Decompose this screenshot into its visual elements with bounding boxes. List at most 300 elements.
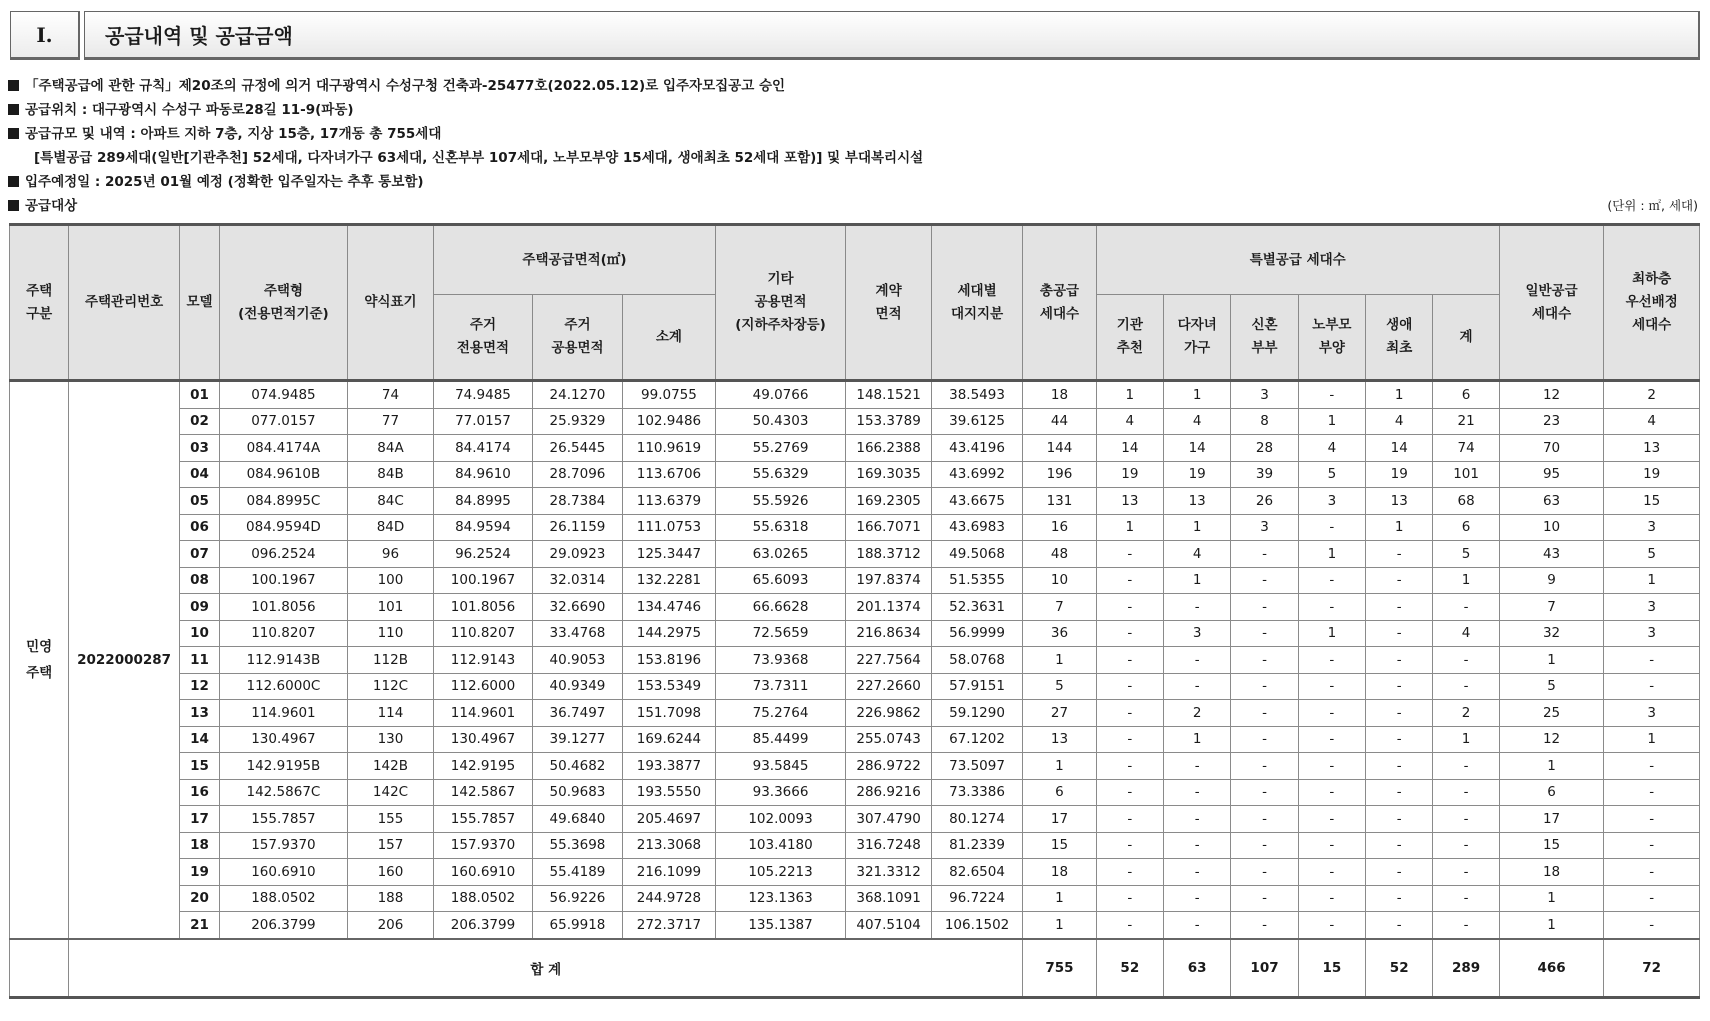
model-cell: 08	[179, 567, 219, 594]
subtotal-area-cell: 134.4746	[623, 594, 715, 621]
elderly-units-cell: -	[1298, 832, 1365, 859]
subtotal-area-cell: 169.6244	[623, 726, 715, 753]
house-type-cell: 074.9485	[220, 381, 348, 409]
contract-area-cell: 166.7071	[846, 514, 931, 541]
first-units-cell: -	[1366, 912, 1433, 939]
common-area-cell: 50.4682	[532, 753, 622, 780]
general-units-cell: 6	[1499, 779, 1604, 806]
note-text: [특별공급 289세대(일반[기관추천] 52세대, 다자녀가구 63세대, 신혼부부 107세대, 노부모부양 15세대, 생애최초 52세대 포함)] 및 부대복리시설	[34, 150, 924, 166]
common-area-cell: 28.7384	[532, 488, 622, 515]
total-label-cell: 합 계	[69, 939, 1023, 998]
common-area-cell: 32.6690	[532, 594, 622, 621]
exclusive-area-cell: 142.9195	[434, 753, 533, 780]
lowest-floor-units-cell: -	[1604, 832, 1700, 859]
subtotal-area-cell: 132.2281	[623, 567, 715, 594]
house-type-cell: 142.9195B	[220, 753, 348, 780]
col-abbrev: 약식표기	[347, 225, 433, 381]
lowest-floor-units-cell: 3	[1604, 514, 1700, 541]
total-units-cell: 13	[1023, 726, 1096, 753]
col-special: 특별공급 세대수	[1096, 225, 1499, 295]
table-row	[10, 700, 1700, 727]
total-units-cell: 196	[1023, 461, 1096, 488]
newlywed-units-cell: -	[1231, 541, 1298, 568]
contract-area-cell: 316.7248	[846, 832, 931, 859]
table-row	[10, 779, 1700, 806]
col-common: 주거 공용면적	[532, 295, 622, 381]
col-elderly: 노부모 부양	[1298, 295, 1365, 381]
inst-units-cell: 4	[1096, 408, 1163, 435]
contract-area-cell: 197.8374	[846, 567, 931, 594]
special-total-units-cell: 101	[1433, 461, 1499, 488]
table-row	[10, 541, 1700, 568]
supply-table	[9, 223, 1700, 999]
inst-units-cell: -	[1096, 700, 1163, 727]
lowest-floor-units-cell: 19	[1604, 461, 1700, 488]
inst-units-cell: -	[1096, 885, 1163, 912]
table-row	[10, 859, 1700, 886]
first-units-cell: -	[1366, 753, 1433, 780]
note-text: 「주택공급에 관한 규칙」제20조의 규정에 의거 대구광역시 수성구청 건축과-25477호(2022.05.12)로 입주자모집공고 승인	[25, 78, 786, 94]
multi-units-cell: -	[1164, 673, 1231, 700]
general-units-cell: 23	[1499, 408, 1604, 435]
col-newlywed: 신혼 부부	[1231, 295, 1298, 381]
newlywed-units-cell: -	[1231, 673, 1298, 700]
other-common-area-cell: 85.4499	[715, 726, 846, 753]
first-units-cell: 1	[1366, 381, 1433, 409]
inst-units-cell: -	[1096, 647, 1163, 674]
table-body	[10, 381, 1700, 998]
newlywed-units-cell: -	[1231, 912, 1298, 939]
elderly-units-cell: 5	[1298, 461, 1365, 488]
house-type-cell: 077.0157	[220, 408, 348, 435]
inst-units-cell: -	[1096, 541, 1163, 568]
table-header	[10, 225, 1700, 381]
col-subtotal: 소계	[623, 295, 715, 381]
table-row	[10, 435, 1700, 462]
multi-units-cell: 1	[1164, 726, 1231, 753]
first-units-cell: 19	[1366, 461, 1433, 488]
subtotal-area-cell: 213.3068	[623, 832, 715, 859]
table-row	[10, 726, 1700, 753]
multi-units-cell: 4	[1164, 408, 1231, 435]
contract-area-cell: 227.2660	[846, 673, 931, 700]
land-share-cell: 52.3631	[931, 594, 1022, 621]
inst-units-cell: -	[1096, 726, 1163, 753]
exclusive-area-cell: 96.2524	[434, 541, 533, 568]
total-value-cell: 52	[1366, 939, 1433, 998]
notes-list	[8, 74, 1700, 218]
common-area-cell: 39.1277	[532, 726, 622, 753]
other-common-area-cell: 49.0766	[715, 381, 846, 409]
general-units-cell: 12	[1499, 381, 1604, 409]
col-mgmt-no: 주택관리번호	[69, 225, 180, 381]
subtotal-area-cell: 125.3447	[623, 541, 715, 568]
subtotal-area-cell: 113.6379	[623, 488, 715, 515]
abbrev-cell: 74	[347, 381, 433, 409]
col-inst: 기관 추천	[1096, 295, 1163, 381]
abbrev-cell: 101	[347, 594, 433, 621]
abbrev-cell: 206	[347, 912, 433, 939]
abbrev-cell: 84B	[347, 461, 433, 488]
land-share-cell: 81.2339	[931, 832, 1022, 859]
first-units-cell: 13	[1366, 488, 1433, 515]
newlywed-units-cell: -	[1231, 567, 1298, 594]
note-line	[8, 170, 1700, 194]
general-units-cell: 12	[1499, 726, 1604, 753]
table-row	[10, 673, 1700, 700]
multi-units-cell: -	[1164, 779, 1231, 806]
common-area-cell: 55.4189	[532, 859, 622, 886]
multi-units-cell: -	[1164, 806, 1231, 833]
abbrev-cell: 130	[347, 726, 433, 753]
inst-units-cell: 14	[1096, 435, 1163, 462]
multi-units-cell: -	[1164, 885, 1231, 912]
general-units-cell: 1	[1499, 647, 1604, 674]
subtotal-area-cell: 111.0753	[623, 514, 715, 541]
special-total-units-cell: 6	[1433, 514, 1499, 541]
land-share-cell: 59.1290	[931, 700, 1022, 727]
first-units-cell: -	[1366, 700, 1433, 727]
lowest-floor-units-cell: -	[1604, 885, 1700, 912]
land-share-cell: 43.6983	[931, 514, 1022, 541]
elderly-units-cell: 1	[1298, 541, 1365, 568]
exclusive-area-cell: 77.0157	[434, 408, 533, 435]
other-common-area-cell: 72.5659	[715, 620, 846, 647]
subtotal-area-cell: 272.3717	[623, 912, 715, 939]
total-units-cell: 15	[1023, 832, 1096, 859]
total-units-cell: 44	[1023, 408, 1096, 435]
elderly-units-cell: -	[1298, 885, 1365, 912]
special-total-units-cell: 74	[1433, 435, 1499, 462]
abbrev-cell: 84D	[347, 514, 433, 541]
common-area-cell: 56.9226	[532, 885, 622, 912]
newlywed-units-cell: -	[1231, 806, 1298, 833]
special-total-units-cell: -	[1433, 779, 1499, 806]
unit-note: (단위 : ㎡, 세대)	[1607, 198, 1698, 213]
multi-units-cell: -	[1164, 912, 1231, 939]
subtotal-area-cell: 193.5550	[623, 779, 715, 806]
table-row	[10, 832, 1700, 859]
elderly-units-cell: 1	[1298, 620, 1365, 647]
special-total-units-cell: -	[1433, 832, 1499, 859]
newlywed-units-cell: 39	[1231, 461, 1298, 488]
subtotal-area-cell: 110.9619	[623, 435, 715, 462]
other-common-area-cell: 55.2769	[715, 435, 846, 462]
land-share-cell: 96.7224	[931, 885, 1022, 912]
square-bullet-icon	[8, 176, 19, 187]
exclusive-area-cell: 112.9143	[434, 647, 533, 674]
total-units-cell: 5	[1023, 673, 1096, 700]
model-cell: 10	[179, 620, 219, 647]
special-total-units-cell: 6	[1433, 381, 1499, 409]
general-units-cell: 63	[1499, 488, 1604, 515]
lowest-floor-units-cell: 3	[1604, 620, 1700, 647]
housing-category-cell: 민영 주택	[10, 381, 69, 939]
section-header	[10, 11, 1700, 62]
special-total-units-cell: -	[1433, 912, 1499, 939]
total-value-cell: 72	[1604, 939, 1700, 998]
lowest-floor-units-cell: 13	[1604, 435, 1700, 462]
special-total-units-cell: 1	[1433, 726, 1499, 753]
other-common-area-cell: 102.0093	[715, 806, 846, 833]
table-row	[10, 912, 1700, 939]
exclusive-area-cell: 188.0502	[434, 885, 533, 912]
land-share-cell: 82.6504	[931, 859, 1022, 886]
lowest-floor-units-cell: -	[1604, 912, 1700, 939]
land-share-cell: 57.9151	[931, 673, 1022, 700]
exclusive-area-cell: 130.4967	[434, 726, 533, 753]
elderly-units-cell: -	[1298, 381, 1365, 409]
abbrev-cell: 142C	[347, 779, 433, 806]
contract-area-cell: 153.3789	[846, 408, 931, 435]
house-type-cell: 084.9594D	[220, 514, 348, 541]
elderly-units-cell: -	[1298, 567, 1365, 594]
general-units-cell: 1	[1499, 885, 1604, 912]
contract-area-cell: 286.9216	[846, 779, 931, 806]
special-total-units-cell: 2	[1433, 700, 1499, 727]
common-area-cell: 65.9918	[532, 912, 622, 939]
lowest-floor-units-cell: 3	[1604, 700, 1700, 727]
total-value-cell: 63	[1164, 939, 1231, 998]
newlywed-units-cell: -	[1231, 594, 1298, 621]
common-area-cell: 25.9329	[532, 408, 622, 435]
other-common-area-cell: 63.0265	[715, 541, 846, 568]
exclusive-area-cell: 157.9370	[434, 832, 533, 859]
general-units-cell: 5	[1499, 673, 1604, 700]
total-units-cell: 131	[1023, 488, 1096, 515]
general-units-cell: 32	[1499, 620, 1604, 647]
general-units-cell: 7	[1499, 594, 1604, 621]
first-units-cell: -	[1366, 726, 1433, 753]
general-units-cell: 9	[1499, 567, 1604, 594]
general-units-cell: 1	[1499, 912, 1604, 939]
total-units-cell: 36	[1023, 620, 1096, 647]
model-cell: 20	[179, 885, 219, 912]
special-total-units-cell: -	[1433, 753, 1499, 780]
contract-area-cell: 286.9722	[846, 753, 931, 780]
land-share-cell: 38.5493	[931, 381, 1022, 409]
other-common-area-cell: 123.1363	[715, 885, 846, 912]
col-exclusive: 주거 전용면적	[434, 295, 533, 381]
table-row	[10, 488, 1700, 515]
house-type-cell: 155.7857	[220, 806, 348, 833]
inst-units-cell: -	[1096, 832, 1163, 859]
house-type-cell: 110.8207	[220, 620, 348, 647]
subtotal-area-cell: 193.3877	[623, 753, 715, 780]
multi-units-cell: 14	[1164, 435, 1231, 462]
general-units-cell: 17	[1499, 806, 1604, 833]
table-row	[10, 381, 1700, 409]
first-units-cell: -	[1366, 594, 1433, 621]
model-cell: 14	[179, 726, 219, 753]
model-cell: 11	[179, 647, 219, 674]
newlywed-units-cell: -	[1231, 885, 1298, 912]
lowest-floor-units-cell: 1	[1604, 726, 1700, 753]
land-share-cell: 56.9999	[931, 620, 1022, 647]
special-total-units-cell: 5	[1433, 541, 1499, 568]
land-share-cell: 43.4196	[931, 435, 1022, 462]
note-line	[8, 194, 1700, 218]
total-units-cell: 18	[1023, 859, 1096, 886]
model-cell: 05	[179, 488, 219, 515]
col-land-share: 세대별 대지지분	[931, 225, 1022, 381]
col-general: 일반공급 세대수	[1499, 225, 1604, 381]
total-units-cell: 16	[1023, 514, 1096, 541]
contract-area-cell: 407.5104	[846, 912, 931, 939]
contract-area-cell: 148.1521	[846, 381, 931, 409]
total-units-cell: 7	[1023, 594, 1096, 621]
first-units-cell: 14	[1366, 435, 1433, 462]
special-total-units-cell: -	[1433, 647, 1499, 674]
abbrev-cell: 157	[347, 832, 433, 859]
lowest-floor-units-cell: 15	[1604, 488, 1700, 515]
house-type-cell: 188.0502	[220, 885, 348, 912]
exclusive-area-cell: 114.9601	[434, 700, 533, 727]
lowest-floor-units-cell: 5	[1604, 541, 1700, 568]
elderly-units-cell: -	[1298, 700, 1365, 727]
abbrev-cell: 77	[347, 408, 433, 435]
col-other-common: 기타 공용면적 (지하주차장등)	[715, 225, 846, 381]
first-units-cell: -	[1366, 832, 1433, 859]
other-common-area-cell: 105.2213	[715, 859, 846, 886]
house-type-cell: 101.8056	[220, 594, 348, 621]
special-total-units-cell: -	[1433, 885, 1499, 912]
first-units-cell: 4	[1366, 408, 1433, 435]
square-bullet-icon	[8, 128, 19, 139]
first-units-cell: -	[1366, 567, 1433, 594]
newlywed-units-cell: 26	[1231, 488, 1298, 515]
total-value-cell: 15	[1298, 939, 1365, 998]
model-cell: 17	[179, 806, 219, 833]
newlywed-units-cell: -	[1231, 726, 1298, 753]
first-units-cell: -	[1366, 541, 1433, 568]
exclusive-area-cell: 160.6910	[434, 859, 533, 886]
contract-area-cell: 188.3712	[846, 541, 931, 568]
lowest-floor-units-cell: 4	[1604, 408, 1700, 435]
multi-units-cell: -	[1164, 832, 1231, 859]
col-lowest-floor: 최하층 우선배정 세대수	[1604, 225, 1700, 381]
abbrev-cell: 114	[347, 700, 433, 727]
inst-units-cell: 19	[1096, 461, 1163, 488]
col-multi: 다자녀 가구	[1164, 295, 1231, 381]
elderly-units-cell: -	[1298, 753, 1365, 780]
model-cell: 04	[179, 461, 219, 488]
exclusive-area-cell: 84.9610	[434, 461, 533, 488]
special-total-units-cell: 21	[1433, 408, 1499, 435]
col-contract-area: 계약 면적	[846, 225, 931, 381]
total-units-cell: 6	[1023, 779, 1096, 806]
elderly-units-cell: -	[1298, 673, 1365, 700]
model-cell: 01	[179, 381, 219, 409]
table-row	[10, 806, 1700, 833]
note-text: 공급규모 및 내역 : 아파트 지하 7층, 지상 15층, 17개동 총 755세대	[25, 126, 442, 142]
lowest-floor-units-cell: -	[1604, 859, 1700, 886]
special-total-units-cell: 4	[1433, 620, 1499, 647]
total-units-cell: 27	[1023, 700, 1096, 727]
exclusive-area-cell: 84.8995	[434, 488, 533, 515]
common-area-cell: 55.3698	[532, 832, 622, 859]
multi-units-cell: -	[1164, 647, 1231, 674]
note-line	[8, 146, 1700, 170]
contract-area-cell: 216.8634	[846, 620, 931, 647]
lowest-floor-units-cell: -	[1604, 779, 1700, 806]
multi-units-cell: 1	[1164, 567, 1231, 594]
house-type-cell: 142.5867C	[220, 779, 348, 806]
land-share-cell: 43.6992	[931, 461, 1022, 488]
inst-units-cell: -	[1096, 859, 1163, 886]
lowest-floor-units-cell: 3	[1604, 594, 1700, 621]
total-units-cell: 17	[1023, 806, 1096, 833]
first-units-cell: -	[1366, 779, 1433, 806]
multi-units-cell: 13	[1164, 488, 1231, 515]
subtotal-area-cell: 153.5349	[623, 673, 715, 700]
note-text: 공급대상	[25, 198, 78, 214]
common-area-cell: 49.6840	[532, 806, 622, 833]
model-cell: 06	[179, 514, 219, 541]
inst-units-cell: -	[1096, 753, 1163, 780]
elderly-units-cell: -	[1298, 806, 1365, 833]
house-type-cell: 157.9370	[220, 832, 348, 859]
col-first: 생애 최초	[1366, 295, 1433, 381]
note-line	[8, 122, 1700, 146]
lowest-floor-units-cell: -	[1604, 806, 1700, 833]
exclusive-area-cell: 84.9594	[434, 514, 533, 541]
newlywed-units-cell: 3	[1231, 514, 1298, 541]
newlywed-units-cell: -	[1231, 832, 1298, 859]
common-area-cell: 40.9349	[532, 673, 622, 700]
house-type-cell: 100.1967	[220, 567, 348, 594]
contract-area-cell: 169.3035	[846, 461, 931, 488]
abbrev-cell: 155	[347, 806, 433, 833]
first-units-cell: 1	[1366, 514, 1433, 541]
common-area-cell: 26.1159	[532, 514, 622, 541]
elderly-units-cell: -	[1298, 726, 1365, 753]
note-line	[8, 98, 1700, 122]
inst-units-cell: -	[1096, 912, 1163, 939]
other-common-area-cell: 65.6093	[715, 567, 846, 594]
special-total-units-cell: -	[1433, 806, 1499, 833]
exclusive-area-cell: 206.3799	[434, 912, 533, 939]
general-units-cell: 18	[1499, 859, 1604, 886]
land-share-cell: 67.1202	[931, 726, 1022, 753]
first-units-cell: -	[1366, 885, 1433, 912]
special-total-units-cell: -	[1433, 673, 1499, 700]
common-area-cell: 33.4768	[532, 620, 622, 647]
newlywed-units-cell: 28	[1231, 435, 1298, 462]
elderly-units-cell: -	[1298, 647, 1365, 674]
general-units-cell: 95	[1499, 461, 1604, 488]
note-text: 공급위치 : 대구광역시 수성구 파동로28길 11-9(파동)	[25, 102, 354, 118]
lowest-floor-units-cell: -	[1604, 673, 1700, 700]
land-share-cell: 51.5355	[931, 567, 1022, 594]
newlywed-units-cell: -	[1231, 620, 1298, 647]
general-units-cell: 25	[1499, 700, 1604, 727]
total-row	[10, 939, 1700, 998]
land-share-cell: 73.5097	[931, 753, 1022, 780]
newlywed-units-cell: -	[1231, 859, 1298, 886]
other-common-area-cell: 75.2764	[715, 700, 846, 727]
total-units-cell: 1	[1023, 753, 1096, 780]
contract-area-cell: 368.1091	[846, 885, 931, 912]
subtotal-area-cell: 216.1099	[623, 859, 715, 886]
general-units-cell: 43	[1499, 541, 1604, 568]
model-cell: 18	[179, 832, 219, 859]
contract-area-cell: 227.7564	[846, 647, 931, 674]
multi-units-cell: 1	[1164, 514, 1231, 541]
table-row	[10, 620, 1700, 647]
contract-area-cell: 226.9862	[846, 700, 931, 727]
abbrev-cell: 100	[347, 567, 433, 594]
